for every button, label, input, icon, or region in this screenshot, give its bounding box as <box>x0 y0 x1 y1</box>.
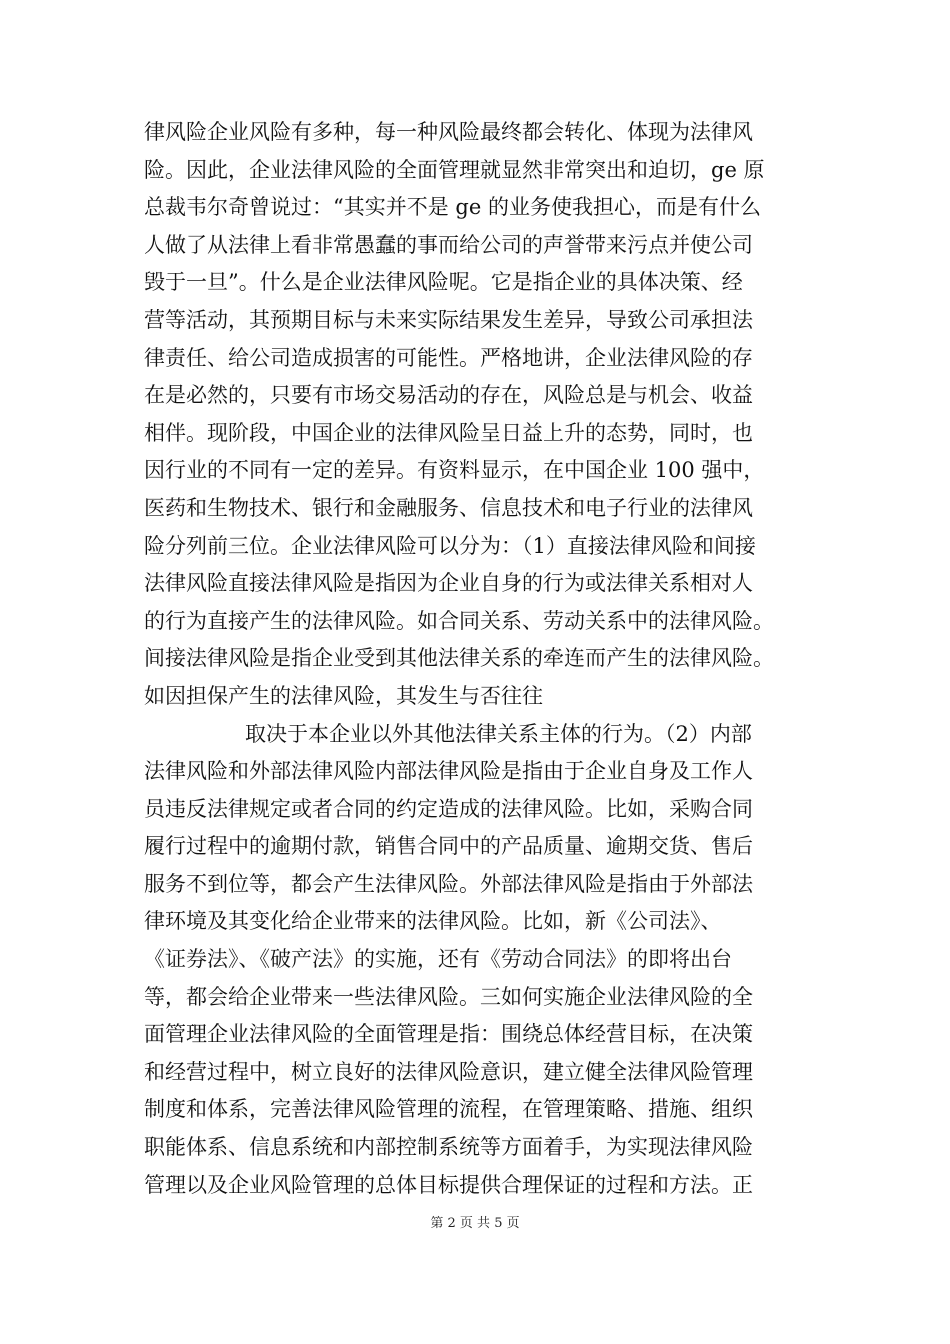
text-line: 险。因此，企业法律风险的全面管理就显然非常突出和迫切，ge 原 <box>144 157 765 182</box>
text-line: 制度和体系，完善法律风险管理的流程，在管理策略、措施、组织 <box>144 1097 753 1122</box>
text-line: 医药和生物技术、银行和金融服务、信息技术和电子行业的法律风 <box>144 495 753 520</box>
text-line: 法律风险直接法律风险是指因为企业自身的行为或法律关系相对人 <box>144 571 753 596</box>
text-line: 营等活动，其预期目标与未来实际结果发生差异，导致公司承担法 <box>144 307 753 332</box>
text-line: 律环境及其变化给企业带来的法律风险。比如，新《公司法》、 <box>144 909 722 934</box>
text-line: 律风险企业风险有多种，每一种风险最终都会转化、体现为法律风 <box>144 120 753 144</box>
text-line: 间接法律风险是指企业受到其他法律关系的牵连而产生的法律风险。 <box>144 646 774 671</box>
text-line: 在是必然的，只要有市场交易活动的存在，风险总是与机会、收益 <box>144 383 753 408</box>
text-line: 因行业的不同有一定的差异。有资料显示，在中国企业 100 强中， <box>144 458 765 483</box>
text-line: 法律风险和外部法律风险内部法律风险是指由于企业自身及工作人 <box>144 759 753 784</box>
text-line: 人做了从法律上看非常愚蠢的事而给公司的声誉带来污点并使公司 <box>144 232 753 257</box>
text-line-indented: 取决于本企业以外其他法律关系主体的行为。（2）内部 <box>245 721 752 746</box>
text-line: 服务不到位等，都会产生法律风险。外部法律风险是指由于外部法 <box>144 871 753 896</box>
text-line: 等，都会给企业带来一些法律风险。三如何实施企业法律风险的全 <box>144 984 753 1009</box>
text-line: 和经营过程中，树立良好的法律风险意识，建立健全法律风险管理 <box>144 1059 753 1084</box>
text-line: 员违反法律规定或者合同的约定造成的法律风险。比如，采购合同 <box>144 796 753 821</box>
text-line: 险分列前三位。企业法律风险可以分为：（1）直接法律风险和间接 <box>144 533 756 558</box>
text-line: 总裁韦尔奇曾说过：“其实并不是 ge 的业务使我担心，而是有什么 <box>144 195 761 220</box>
text-line: 《证券法》、《破产法》的实施，还有《劳动合同法》的即将出台 <box>144 947 732 972</box>
text-line: 面管理企业法律风险的全面管理是指：围绕总体经营目标，在决策 <box>144 1022 753 1047</box>
text-line: 管理以及企业风险管理的总体目标提供合理保证的过程和方法。正 <box>144 1172 753 1197</box>
text-line: 毁于一旦”。什么是企业法律风险呢。它是指企业的具体决策、经 <box>144 270 743 295</box>
text-line: 的行为直接产生的法律风险。如合同关系、劳动关系中的法律风险。 <box>144 608 774 633</box>
text-line: 如因担保产生的法律风险，其发生与否往往 <box>144 683 543 708</box>
text-line: 律责任、给公司造成损害的可能性。严格地讲，企业法律风险的存 <box>144 345 753 370</box>
text-line: 相伴。现阶段，中国企业的法律风险呈日益上升的态势，同时，也 <box>144 420 753 445</box>
text-line: 职能体系、信息系统和内部控制系统等方面着手，为实现法律风险 <box>144 1135 753 1160</box>
page-number-footer: 第 2 页 共 5 页 <box>430 1216 520 1231</box>
body-text <box>144 114 814 1204</box>
text-line: 履行过程中的逾期付款，销售合同中的产品质量、逾期交货、售后 <box>144 834 753 859</box>
